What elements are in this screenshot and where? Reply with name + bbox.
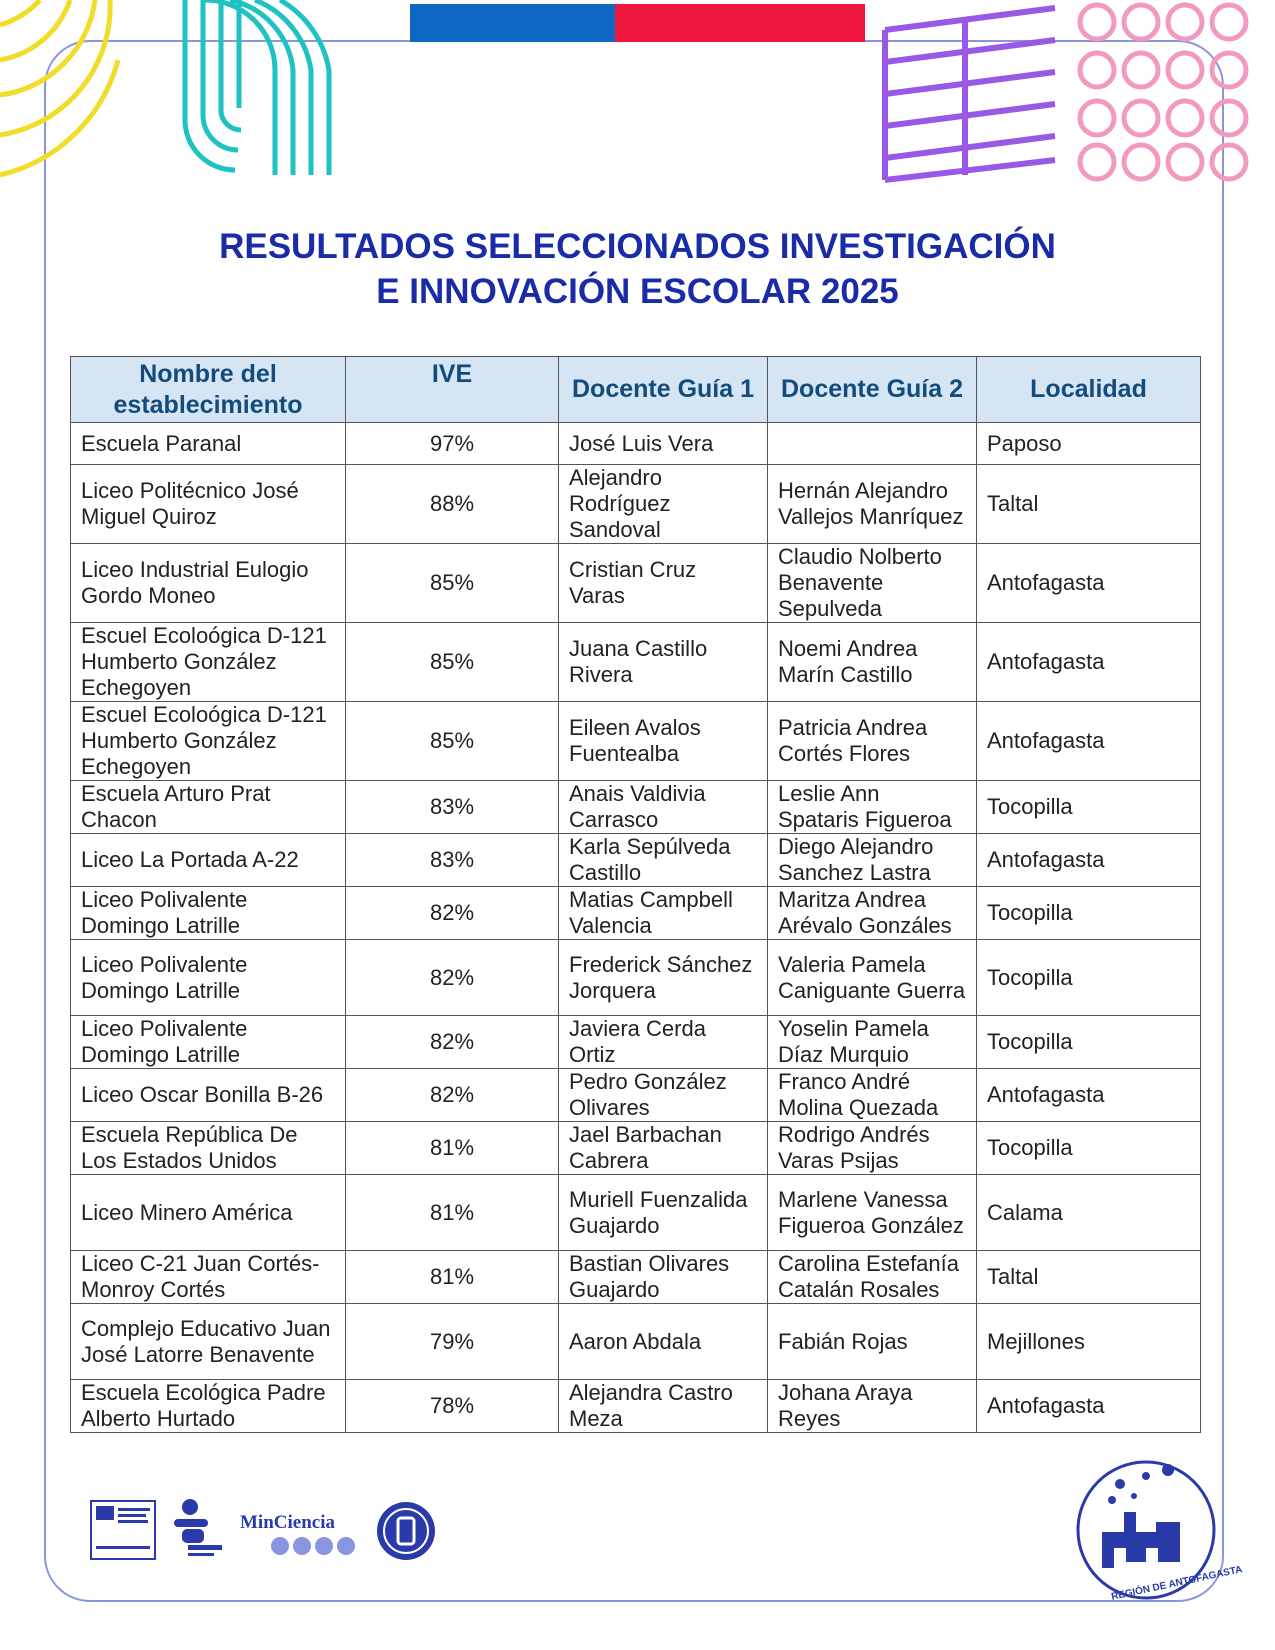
header-ive: IVE [346,357,559,423]
cell-docente-2: Valeria Pamela Caniguante Guerra [768,940,977,1016]
cell-ive: 79% [346,1304,559,1380]
cell-docente-1: Jael Barbachan Cabrera [559,1122,768,1175]
cell-docente-1: Juana Castillo Rivera [559,623,768,702]
header-docente-2: Docente Guía 2 [768,357,977,423]
table-row [71,423,1201,465]
cell-localidad: Taltal [977,465,1201,544]
cell-docente-2: Johana Araya Reyes [768,1380,977,1433]
cell-docente-1: Eileen Avalos Fuentealba [559,702,768,781]
explora-logo-icon [168,1497,228,1563]
cell-localidad: Antofagasta [977,1380,1201,1433]
page-title-line-2: E INNOVACIÓN ESCOLAR 2025 [376,272,899,311]
page-title-line-1: RESULTADOS SELECCIONADOS INVESTIGACIÓN [219,227,1056,266]
ministerio-logo-icon [90,1500,156,1560]
cell-ive: 85% [346,623,559,702]
header-docente-1: Docente Guía 1 [559,357,768,423]
cell-docente-2: Leslie Ann Spataris Figueroa [768,781,977,834]
cell-localidad: Tocopilla [977,781,1201,834]
cell-docente-2: Franco André Molina Quezada [768,1069,977,1122]
minciencia-logo-text: MinCiencia [240,1512,335,1533]
minciencia-logo-icon [268,1535,358,1557]
cell-establecimiento: Liceo Minero América [71,1175,346,1251]
cell-establecimiento: Liceo Politécnico José Miguel Quiroz [71,465,346,544]
table-header-row [71,357,1201,423]
table-row [71,781,1201,834]
cell-ive: 82% [346,887,559,940]
cell-establecimiento: Liceo Industrial Eulogio Gordo Moneo [71,544,346,623]
cell-docente-1: Alejandro Rodríguez Sandoval [559,465,768,544]
cell-ive: 85% [346,702,559,781]
flag-stripe-blue [410,4,615,42]
pink-circles-decoration [1075,0,1275,185]
cell-docente-2: Diego Alejandro Sanchez Lastra [768,834,977,887]
cell-ive: 88% [346,465,559,544]
cell-establecimiento: Complejo Educativo Juan José Latorre Benavente [71,1304,346,1380]
cell-docente-2: Noemi Andrea Marín Castillo [768,623,977,702]
cell-docente-2: Marlene Vanessa Figueroa González [768,1175,977,1251]
cell-localidad: Tocopilla [977,1016,1201,1069]
region-seal-text: REGIÓN DE ANTOFAGASTA [1110,1564,1244,1603]
cell-ive: 82% [346,1069,559,1122]
cell-ive: 83% [346,781,559,834]
cell-docente-2: Carolina Estefanía Catalán Rosales [768,1251,977,1304]
table-row [71,544,1201,623]
cell-docente-1: José Luis Vera [559,423,768,465]
yellow-arcs-decoration [0,0,120,190]
flag-stripe-red [615,4,865,42]
cell-ive: 97% [346,423,559,465]
cell-docente-2: Hernán Alejandro Vallejos Manríquez [768,465,977,544]
cell-establecimiento: Escuel Ecoloógica D-121 Humberto González Echegoyen [71,623,346,702]
cell-establecimiento: Liceo Polivalente Domingo Latrille [71,887,346,940]
cell-ive: 85% [346,544,559,623]
table-row [71,465,1201,544]
cell-ive: 81% [346,1175,559,1251]
table-row [71,940,1201,1016]
cell-establecimiento: Escuel Ecoloógica D-121 Humberto González Echegoyen [71,702,346,781]
cell-localidad: Antofagasta [977,544,1201,623]
table-row [71,1175,1201,1251]
cell-localidad: Paposo [977,423,1201,465]
cell-docente-1: Javiera Cerda Ortiz [559,1016,768,1069]
cell-localidad: Antofagasta [977,623,1201,702]
cell-ive: 82% [346,940,559,1016]
table-row [71,1069,1201,1122]
cell-localidad: Tocopilla [977,887,1201,940]
cell-docente-1: Cristian Cruz Varas [559,544,768,623]
table-row [71,1122,1201,1175]
cell-docente-1: Muriell Fuenzalida Guajardo [559,1175,768,1251]
cell-docente-2: Maritza Andrea Arévalo Gonzáles [768,887,977,940]
cell-establecimiento: Liceo Oscar Bonilla B-26 [71,1069,346,1122]
cell-docente-2: Rodrigo Andrés Varas Psijas [768,1122,977,1175]
cell-localidad: Taltal [977,1251,1201,1304]
cell-localidad: Antofagasta [977,1069,1201,1122]
cell-ive: 83% [346,834,559,887]
cell-docente-2: Yoselin Pamela Díaz Murquio [768,1016,977,1069]
cell-ive: 81% [346,1251,559,1304]
table-row [71,702,1201,781]
table-row [71,1304,1201,1380]
cell-establecimiento: Escuela Paranal [71,423,346,465]
cell-establecimiento: Liceo La Portada A-22 [71,834,346,887]
cell-localidad: Calama [977,1175,1201,1251]
table-row [71,623,1201,702]
cell-establecimiento: Liceo Polivalente Domingo Latrille [71,940,346,1016]
header-localidad: Localidad [977,357,1201,423]
cell-localidad: Tocopilla [977,1122,1201,1175]
cell-localidad: Mejillones [977,1304,1201,1380]
cell-establecimiento: Escuela Arturo Prat Chacon [71,781,346,834]
cell-docente-2: Claudio Nolberto Benavente Sepulveda [768,544,977,623]
cell-docente-1: Pedro González Olivares [559,1069,768,1122]
table-row [71,1251,1201,1304]
cell-docente-1: Frederick Sánchez Jorquera [559,940,768,1016]
table-row [71,887,1201,940]
cell-docente-1: Matias Campbell Valencia [559,887,768,940]
results-table [70,356,1201,1433]
cell-establecimiento: Escuela República De Los Estados Unidos [71,1122,346,1175]
university-seal-icon [375,1500,437,1562]
cell-docente-1: Alejandra Castro Meza [559,1380,768,1433]
cell-ive: 82% [346,1016,559,1069]
cell-localidad: Tocopilla [977,940,1201,1016]
header-establecimiento: Nombre del establecimiento [71,357,346,423]
purple-lines-decoration [880,0,1060,185]
cell-establecimiento: Escuela Ecológica Padre Alberto Hurtado [71,1380,346,1433]
cell-localidad: Antofagasta [977,702,1201,781]
cell-docente-1: Bastian Olivares Guajardo [559,1251,768,1304]
teal-lines-decoration [175,0,355,180]
cell-docente-2 [768,423,977,465]
table-row [71,1016,1201,1069]
table-row [71,1380,1201,1433]
cell-establecimiento: Liceo Polivalente Domingo Latrille [71,1016,346,1069]
cell-docente-1: Anais Valdivia Carrasco [559,781,768,834]
cell-ive: 78% [346,1380,559,1433]
cell-docente-1: Karla Sepúlveda Castillo [559,834,768,887]
cell-docente-2: Patricia Andrea Cortés Flores [768,702,977,781]
cell-ive: 81% [346,1122,559,1175]
cell-docente-1: Aaron Abdala [559,1304,768,1380]
table-row [71,834,1201,887]
cell-docente-2: Fabián Rojas [768,1304,977,1380]
cell-localidad: Antofagasta [977,834,1201,887]
cell-establecimiento: Liceo C-21 Juan Cortés-Monroy Cortés [71,1251,346,1304]
